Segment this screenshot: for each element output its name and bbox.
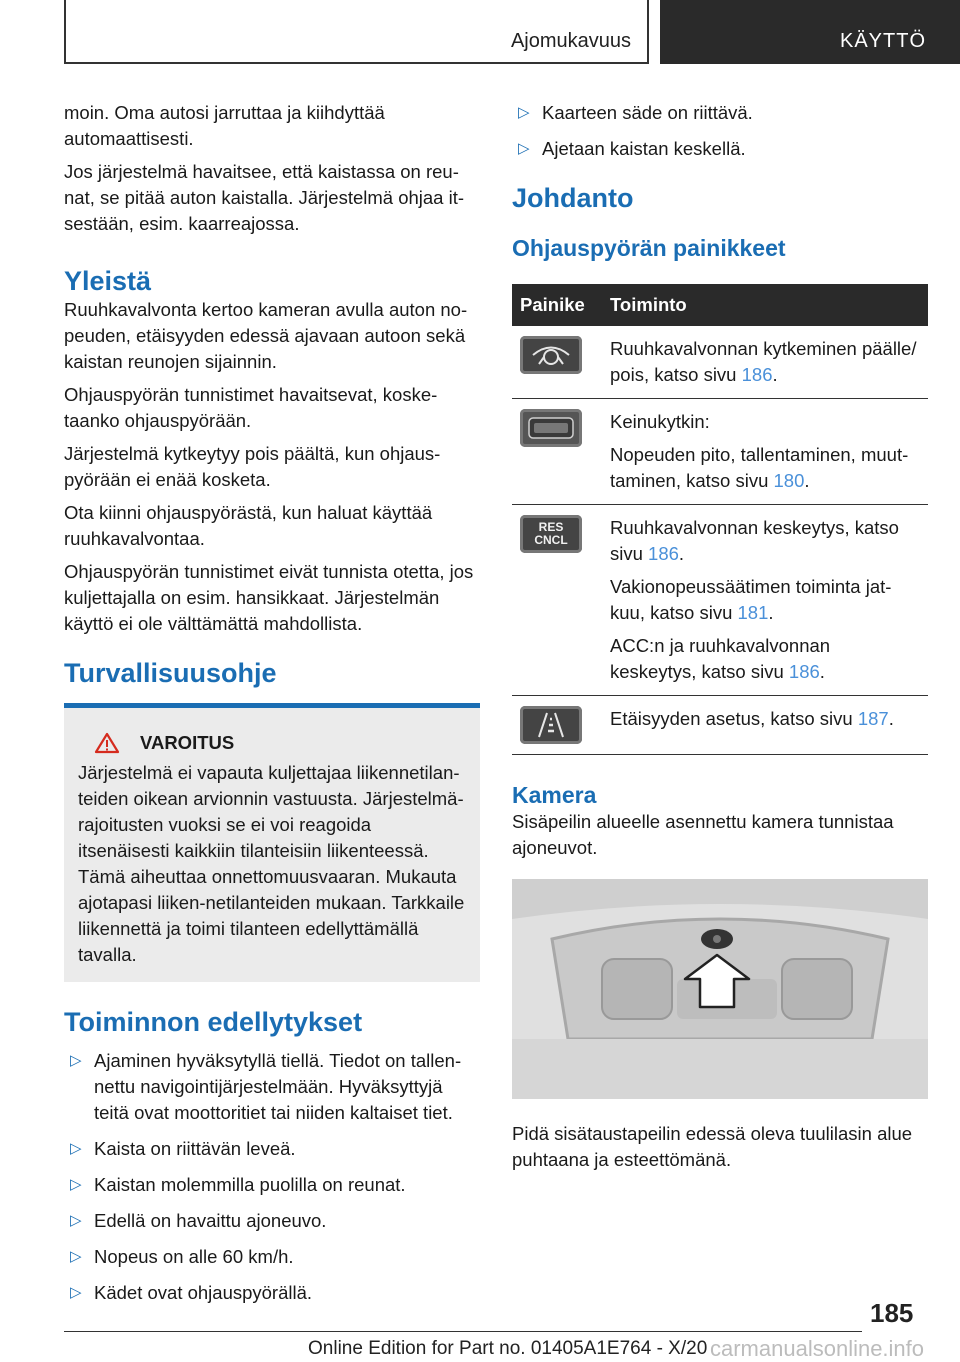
table-row <box>512 696 928 755</box>
warning-triangle-icon <box>94 732 120 754</box>
table-row <box>512 505 928 696</box>
cell-text: Nopeuden pito, tallentaminen, muut-taminen, katso sivu 180. <box>610 444 909 491</box>
page-link[interactable]: 186 <box>788 661 820 682</box>
section-title: Ajomukavuus <box>510 30 631 52</box>
heading-camera: Kamera <box>512 782 597 808</box>
rocker-switch-icon <box>520 409 582 447</box>
page-link[interactable]: 181 <box>737 602 769 623</box>
header-section-box <box>64 0 649 64</box>
paragraph: Järjestelmä kytkeytyy pois päältä, kun ohjaus-pyörään ei enää kosketa. <box>64 443 441 490</box>
cell-text: Vakionopeussäätimen toiminta jat-kuu, katso sivu 181. <box>610 576 892 623</box>
bullet-triangle-icon: ▷ <box>70 1284 82 1301</box>
camera-location-photo <box>512 879 928 1099</box>
bullet-triangle-icon: ▷ <box>70 1176 82 1193</box>
buttons-table <box>512 284 928 755</box>
list-item: ▷ Kaistan molemmilla puolilla on reunat. <box>64 1172 480 1198</box>
car-interior-illustration <box>512 879 928 1099</box>
cell-text: Etäisyyden asetus, katso sivu 187. <box>610 708 894 729</box>
list-item: ▷ Kaista on riittävän leveä. <box>64 1136 480 1162</box>
list-item: ▷ Kaarteen säde on riittävä. <box>512 100 928 126</box>
left-column <box>64 100 480 1316</box>
table-row <box>512 326 928 399</box>
warning-box <box>64 703 480 982</box>
bullet-triangle-icon: ▷ <box>70 1212 82 1229</box>
bullet-triangle-icon: ▷ <box>518 104 530 121</box>
requirements-list-cont <box>512 100 928 162</box>
heading-general: Yleistä <box>64 266 152 296</box>
page-number: 185 <box>870 1298 914 1328</box>
footer-divider <box>64 1331 862 1332</box>
paragraph: Ohjauspyörän tunnistimet eivät tunnista otetta, jos kuljettajalla on esim. hansikkaat. Järjestelmän käyttö ei ole välttämättä mahdollista. <box>64 561 474 634</box>
warning-title: VAROITUS <box>140 732 235 753</box>
paragraph: Jos järjestelmä havaitsee, että kaistassa on reu-nat, se pitää auton kaistalla. Järjestelmä ohjaa it-sestään, esim. kaarreajossa. <box>64 161 465 234</box>
right-column <box>512 100 928 1180</box>
column-header: Toiminto <box>602 284 928 326</box>
warning-text: Järjestelmä ei vapauta kuljettajaa liikennetilan-teiden oikean arvionnin vastuusta. Järjestelmä-rajoitusten vuoksi se ei voi reagoida itsenäisesti kaikkiin tilanteisiin liikenteessä. Tämä aiheuttaa onnettomuusvaaran. Mukauta ajotapasi liiken-netilanteiden mukaan. Tarkkaile liikennettä ja toimi tilanteen edellyttämällä tavalla. <box>78 762 465 965</box>
res-cncl-button-icon: RES CNCL <box>520 515 582 553</box>
bullet-triangle-icon: ▷ <box>70 1052 82 1069</box>
list-item: ▷ Edellä on havaittu ajoneuvo. <box>64 1208 480 1234</box>
steering-assist-button-icon <box>520 336 582 374</box>
watermark: carmanualsonline.info <box>710 1336 925 1361</box>
page-link[interactable]: 186 <box>741 364 773 385</box>
chapter-title: KÄYTTÖ <box>840 30 927 52</box>
paragraph: Ohjauspyörän tunnistimet havaitsevat, koske-taanko ohjauspyörään. <box>64 384 438 431</box>
photo-caption: Pidä sisätaustapeilin edessä oleva tuulilasin alue puhtaana ja esteettömänä. <box>512 1123 913 1170</box>
page-link[interactable]: 180 <box>773 470 805 491</box>
list-item: ▷ Ajaminen hyväksytyllä tiellä. Tiedot on tallen-nettu navigointijärjestelmään. Hyväksyttyjä teitä ovat moottoritiet tai niiden kaltaiset tiet. <box>70 1050 462 1123</box>
paragraph: Sisäpeilin alueelle asennettu kamera tunnistaa ajoneuvot. <box>512 811 894 858</box>
bullet-triangle-icon: ▷ <box>70 1248 82 1265</box>
requirements-list <box>64 1048 480 1306</box>
heading-safety: Turvallisuusohje <box>64 658 277 688</box>
paragraph: Ota kiinni ohjauspyörästä, kun haluat käyttää ruuhkavalvontaa. <box>64 502 433 549</box>
cell-text: Ruuhkavalvonnan kytkeminen päälle/ pois, katso sivu 186. <box>610 338 917 385</box>
cell-text: Ruuhkavalvonnan keskeytys, katso sivu 186. <box>610 517 899 564</box>
column-header: Painike <box>512 284 602 326</box>
chapter-tab <box>660 0 960 64</box>
table-row <box>512 399 928 505</box>
distance-button-icon <box>520 706 582 744</box>
bullet-triangle-icon: ▷ <box>70 1140 82 1157</box>
paragraph: moin. Oma autosi jarruttaa ja kiihdyttää automaattisesti. <box>64 102 385 149</box>
warning-header <box>78 730 466 756</box>
list-item: ▷ Ajetaan kaistan keskellä. <box>512 136 928 162</box>
table-header-row <box>512 284 928 326</box>
page-link[interactable]: 186 <box>648 543 679 564</box>
page-link[interactable]: 187 <box>857 708 889 729</box>
cell-text: Keinukytkin: <box>610 411 710 432</box>
paragraph: Ruuhkavalvonta kertoo kameran avulla auton no-peuden, etäisyyden edessä ajavaan autoon sekä kaistan reunojen sijainnin. <box>64 299 468 372</box>
heading-requirements: Toiminnon edellytykset <box>64 1007 363 1037</box>
list-item: ▷ Nopeus on alle 60 km/h. <box>64 1244 480 1270</box>
edition-footer: Online Edition for Part no. 01405A1E764 - X/20 <box>308 1338 708 1359</box>
bullet-triangle-icon: ▷ <box>518 140 530 157</box>
cell-text: ACC:n ja ruuhkavalvonnan keskeytys, katso sivu 186. <box>610 635 831 682</box>
heading-buttons: Ohjauspyörän painikkeet <box>512 235 786 261</box>
list-item: ▷ Kädet ovat ohjauspyörällä. <box>64 1280 480 1306</box>
heading-intro: Johdanto <box>512 183 634 213</box>
